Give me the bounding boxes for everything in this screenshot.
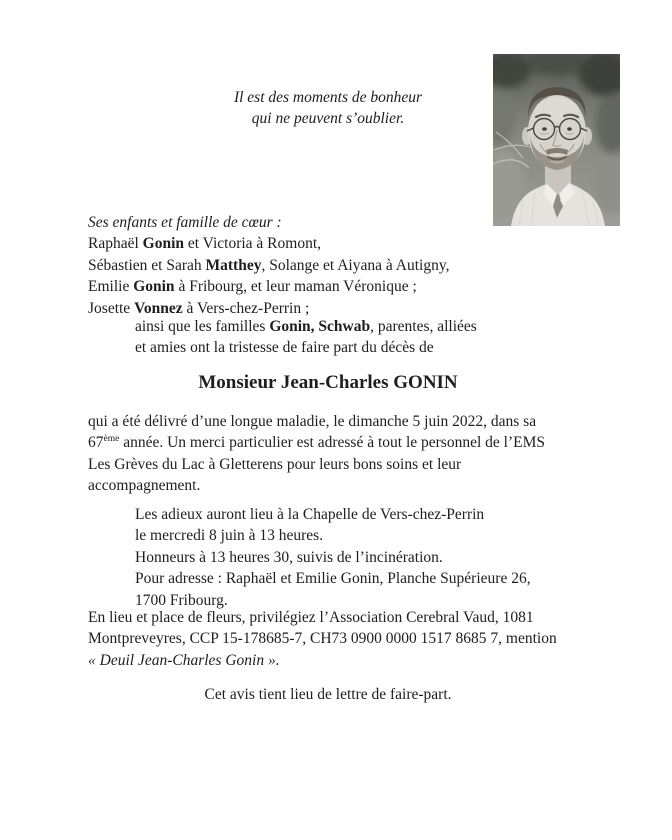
family-section (88, 212, 449, 319)
deceased-name: Monsieur Jean-Charles GONIN (198, 372, 458, 393)
announcement-families-bold: Gonin, Schwab (269, 318, 371, 335)
family-line-text: Emilie (88, 278, 134, 296)
family-name-bold: Vonnez (134, 299, 183, 317)
illness-text: année. Un merci particulier est adressé à tout le personnel de l’EMS (119, 434, 545, 452)
family-line-text: et Victoria à Romont, (184, 235, 321, 253)
family-line (88, 276, 449, 297)
ceremony-section (135, 504, 531, 611)
announcement-line (135, 316, 477, 337)
donations-section (88, 607, 557, 671)
illness-text: 67 (88, 434, 104, 452)
epigraph-line-1: Il est des moments de bonheur (233, 89, 423, 106)
ceremony-line: Pour adresse : Raphaël et Emilie Gonin, Planche Supérieure 26, (135, 570, 531, 588)
ceremony-line: 1700 Fribourg. (135, 591, 228, 609)
ceremony-line: Honneurs à 13 heures 30, suivis de l’incinération. (135, 548, 443, 566)
family-line-text: , Solange et Aiyana à Autigny, (261, 256, 450, 274)
family-name-bold: Matthey (205, 256, 262, 274)
donations-line: Montpreveyres, CCP 15-178685-7, CH73 0900 0000 1517 8685 7, mention (88, 630, 557, 648)
announcement-text: , parentes, alliées (370, 318, 477, 335)
announcement-text: ainsi que les familles (135, 318, 270, 335)
family-line-text: à Fribourg, et leur maman Véronique ; (174, 278, 417, 296)
illness-line: Les Grèves du Lac à Gletterens pour leurs bons soins et leur (88, 455, 462, 473)
epigraph-line-2: qui ne peuvent s’oublier. (251, 110, 405, 128)
portrait-photo (493, 54, 620, 226)
family-line (88, 233, 449, 254)
donations-line: En lieu et place de fleurs, privilégiez l’Association Cerebral Vaud, 1081 (88, 609, 534, 626)
family-line-text: Sébastien et Sarah (88, 256, 206, 274)
ordinal-superscript: ème (103, 434, 120, 445)
illness-line: accompagnement. (88, 477, 201, 495)
illness-line: qui a été délivré d’une longue maladie, le dimanche 5 juin 2022, dans sa (88, 413, 537, 430)
illness-line (88, 432, 545, 453)
donations-mention: « Deuil Jean-Charles Gonin ». (88, 651, 280, 669)
announcement-line: et amies ont la tristesse de faire part du décès de (135, 339, 434, 357)
family-line-text: à Vers-chez-Perrin ; (182, 299, 310, 317)
family-intro: Ses enfants et famille de cœur : (88, 214, 282, 231)
family-name-bold: Gonin (133, 278, 175, 296)
ceremony-line: Les adieux auront lieu à la Chapelle de Vers-chez-Perrin (135, 506, 485, 523)
family-line (88, 255, 449, 276)
family-line-text: Josette (88, 299, 135, 317)
family-name-bold: Gonin (142, 235, 185, 253)
closing-line: Cet avis tient lieu de lettre de faire-part. (204, 686, 452, 703)
ceremony-line: le mercredi 8 juin à 13 heures. (135, 527, 324, 545)
family-line-text: Raphaël (88, 235, 143, 253)
illness-paragraph (88, 411, 545, 497)
announcement-section (135, 316, 477, 359)
